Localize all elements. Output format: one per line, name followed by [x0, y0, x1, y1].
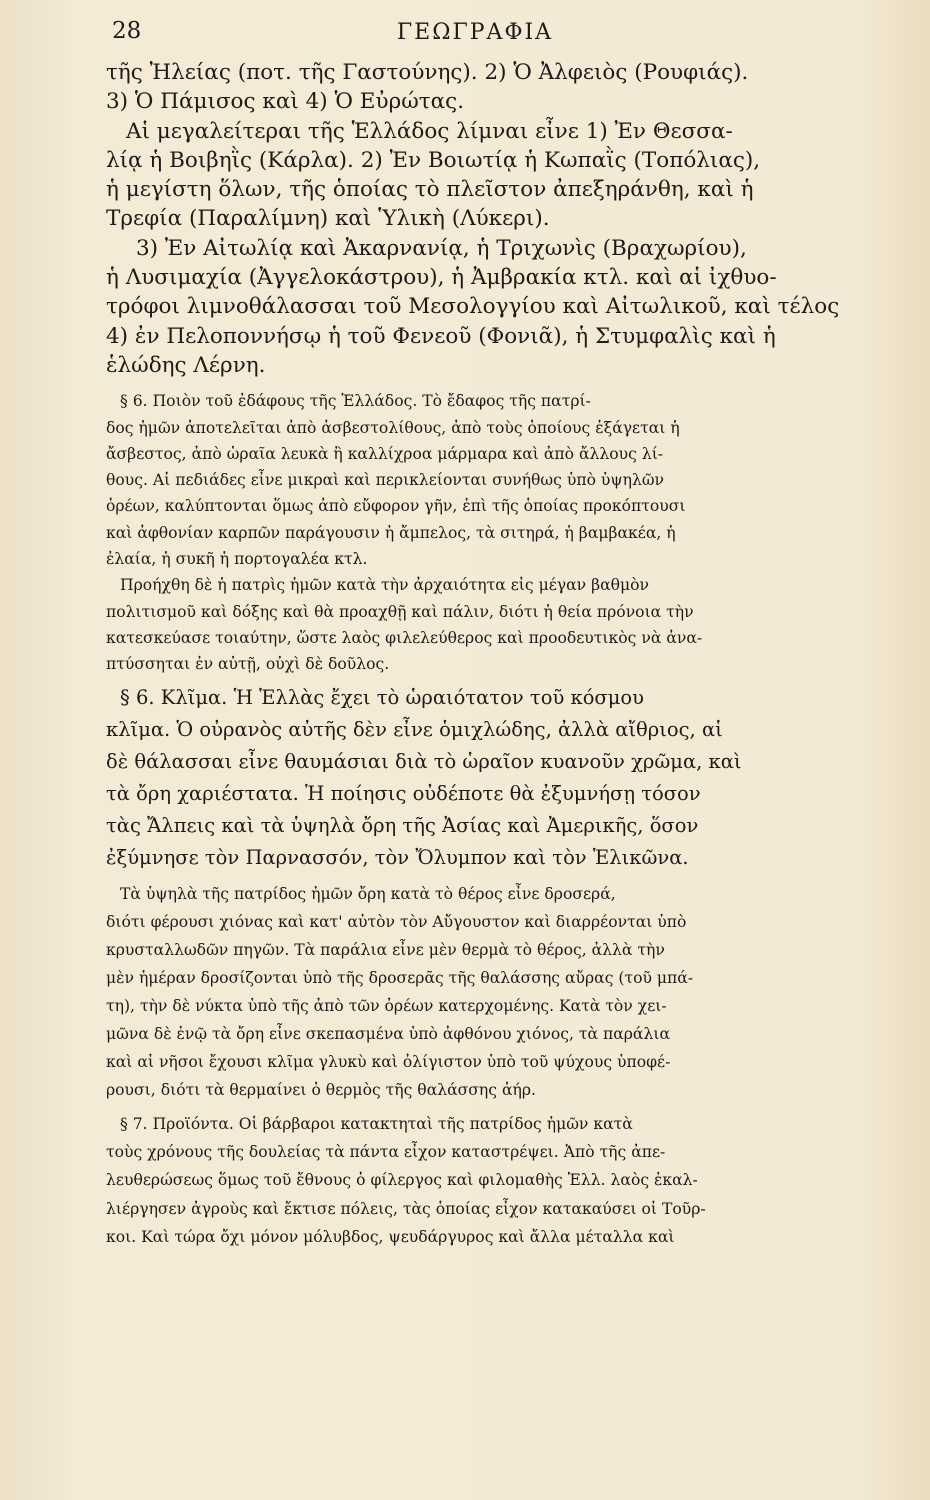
text-line: τὰς Ἄλπεις καὶ τὰ ὑψηλὰ ὄρη τῆς Ἀσίας καὶ Ἀμερικῆς, ὅσον [106, 813, 699, 837]
section-heading-line: § 6. Κλῖμα. Ἡ Ἑλλὰς ἔχει τὸ ὡραιότατον τοῦ κόσμου [120, 685, 645, 709]
text-line: λευθερώσεως ὅμως τοῦ ἔθνους ὁ φίλεργος καὶ φιλομαθὴς Ἑλλ. λαὸς ἐκαλ- [106, 1171, 698, 1190]
text-line: κρυσταλλωδῶν πηγῶν. Τὰ παράλια εἶνε μὲν θερμὰ τὸ θέρος, ἀλλὰ τὴν [106, 940, 665, 959]
text-line: ἡ μεγίστη ὅλων, τῆς ὁποίας τὸ πλεῖστον ἀπεξηράνθη, καὶ ἡ [106, 177, 754, 203]
running-title: ΓΕΩΓΡΑΦΙΑ [396, 20, 554, 45]
text-line: ἄσβεστος, ἀπὸ ὡραῖα λευκὰ ἢ καλλίχροα μάρμαρα καὶ ἀπὸ ἄλλους λί- [106, 444, 664, 463]
climate-detail-paragraph [98, 880, 852, 1104]
text-line: τοὺς χρόνους τῆς δουλείας τὰ πάντα εἶχον καταστρέψει. Ἀπὸ τῆς ἀπε- [106, 1142, 666, 1161]
text-line: Προήχθη δὲ ἡ πατρὶς ἡμῶν κατὰ τὴν ἀρχαιότητα εἰς μέγαν βαθμὸν [120, 576, 650, 595]
text-line: ρουσι, διότι τὰ θερμαίνει ὁ θερμὸς τῆς θαλάσσης ἀήρ. [106, 1080, 536, 1099]
text-line: ἐλαία, ἡ συκῆ ἡ πορτογαλέα κτλ. [106, 550, 368, 569]
text-line: δὲ θάλασσαι εἶνε θαυμάσιαι διὰ τὸ ὡραῖον κυανοῦν χρῶμα, καὶ [106, 749, 742, 773]
text-line: τῆς Ἠλείας (ποτ. τῆς Γαστούνης). 2) Ὁ Ἀλφειὸς (Ρουφιάς). [106, 60, 749, 85]
products-section [98, 1110, 852, 1252]
text-line: πτύσσηται ἐν αὐτῇ, οὐχὶ δὲ δοῦλος. [106, 655, 390, 674]
text-line: καὶ αἱ νῆσοι ἔχουσι κλῖμα γλυκὺ καὶ ὀλίγιστον ὑπὸ τοῦ ψύχους ὑποφέ- [106, 1052, 671, 1071]
text-line: μὲν ἡμέραν δροσίζονται ὑπὸ τῆς δροσερᾶς τῆς θαλάσσης αὔρας (τοῦ μπά- [106, 968, 694, 987]
text-line: τρόφοι λιμνοθάλασσαι τοῦ Μεσολογγίου καὶ Αἰτωλικοῦ, καὶ τέλος [106, 294, 840, 320]
soil-section [98, 388, 852, 677]
text-line: μῶνα δὲ ἐνῷ τὰ ὄρη εἶνε σκεπασμένα ὑπὸ ἀφθόνου χιόνος, τὰ παράλια [106, 1024, 670, 1043]
text-line: 3) Ἐν Αἰτωλίᾳ καὶ Ἀκαρνανίᾳ, ἡ Τριχωνὶς (Βραχωρίου), [136, 235, 747, 261]
text-line: 4) ἐν Πελοποννήσῳ ἡ τοῦ Φενεοῦ (Φονιᾶ), ἡ Στυμφαλὶς καὶ ἡ [106, 323, 776, 349]
text-line: θους. Αἱ πεδιάδες εἶνε μικραὶ καὶ περικλείονται συνήθως ὑπὸ ὑψηλῶν [106, 471, 665, 490]
text-line: ὀρέων, καλύπτονται ὅμως ἀπὸ εὔφορον γῆν, ἐπὶ τῆς ὁποίας προκόπτουσι [106, 497, 686, 516]
text-line: δος ἡμῶν ἀποτελεῖται ἀπὸ ἀσβεστολίθους, ἀπὸ τοὺς ὁποίους ἐξάγεται ἡ [106, 418, 680, 437]
text-line: Τὰ ὑψηλὰ τῆς πατρίδος ἡμῶν ὄρη κατὰ τὸ θέρος εἶνε δροσερά, [120, 884, 616, 903]
text-line: ἐξύμνησε τὸν Παρνασσόν, τὸν Ὄλυμπον καὶ τὸν Ἑλικῶνα. [106, 845, 689, 869]
text-line: Τρεφία (Παραλίμνη) καὶ Ὑλικὴ (Λύκερι). [106, 206, 550, 232]
rivers-and-lakes-paragraph [98, 58, 852, 380]
page-number: 28 [112, 18, 142, 44]
text-line: λίᾳ ἡ Βοιβηῒς (Κάρλα). 2) Ἐν Βοιωτίᾳ ἡ Κωπαῒς (Τοπόλιας), [106, 147, 761, 173]
text-line: ἑλώδης Λέρνη. [106, 352, 266, 378]
text-line: κοι. Καὶ τώρα ὄχι μόνον μόλυβδος, ψευδάργυρος καὶ ἄλλα μέταλλα καὶ [106, 1228, 675, 1247]
climate-section [98, 682, 852, 874]
text-line: κατεσκεύασε τοιαύτην, ὥστε λαὸς φιλελεύθερος καὶ προοδευτικὸς νὰ ἀνα- [106, 628, 703, 647]
text-line: τὰ ὄρη χαριέστατα. Ἡ ποίησις οὐδέποτε θὰ ἐξυμνήσῃ τόσον [106, 781, 701, 805]
text-line: λιέργησεν ἀγροὺς καὶ ἔκτισε πόλεις, τὰς ὁποίας εἶχον κατακαύσει οἱ Τοῦρ- [106, 1199, 706, 1218]
page-header [98, 18, 852, 58]
text-line: Αἱ μεγαλείτεραι τῆς Ἑλλάδος λίμναι εἶνε 1) Ἐν Θεσσα- [126, 118, 733, 144]
text-line: καὶ ἀφθονίαν καρπῶν παράγουσιν ἡ ἄμπελος, τὰ σιτηρά, ἡ βαμβακέα, ἡ [106, 523, 676, 542]
section-heading-line: § 7. Προϊόντα. Οἱ βάρβαροι κατακτηταὶ τῆς πατρίδος ἡμῶν κατὰ [120, 1114, 633, 1133]
text-line: κλῖμα. Ὁ οὐρανὸς αὐτῆς δὲν εἶνε ὁμιχλώδης, ἀλλὰ αἴθριος, αἱ [106, 717, 723, 741]
text-line: 3) Ὁ Πάμισος καὶ 4) Ὁ Εὐρώτας. [106, 89, 465, 115]
section-heading-line: § 6. Ποιὸν τοῦ ἐδάφους τῆς Ἑλλάδος. Τὸ ἔδαφος τῆς πατρί- [120, 392, 591, 411]
text-line: διότι φέρουσι χιόνας καὶ κατ' αὐτὸν τὸν Αὔγουστον καὶ διαρρέονται ὑπὸ [106, 912, 687, 931]
text-line: πολιτισμοῦ καὶ δόξης καὶ θὰ προαχθῇ καὶ πάλιν, διότι ἡ θεία πρόνοια τὴν [106, 602, 694, 621]
text-line: τη), τὴν δὲ νύκτα ὑπὸ τῆς ἀπὸ τῶν ὀρέων κατερχομένης. Κατὰ τὸν χει- [106, 996, 667, 1015]
text-line: ἡ Λυσιμαχία (Ἀγγελοκάστρου), ἡ Ἀμβρακία κτλ. καὶ αἱ ἰχθυο- [106, 265, 777, 291]
